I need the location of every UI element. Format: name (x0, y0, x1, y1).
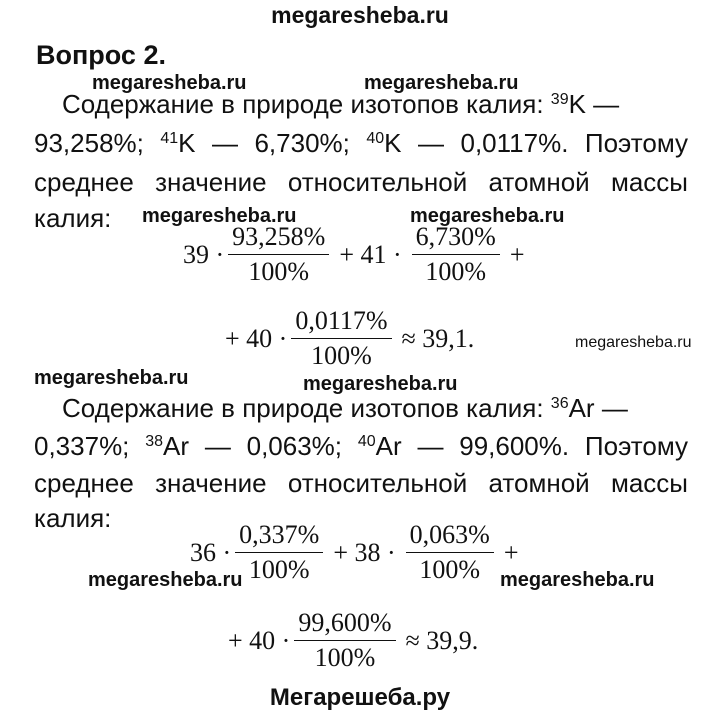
argon-formula-1 (190, 520, 525, 585)
operator: + (509, 239, 525, 269)
watermark: megaresheba.ru (410, 205, 565, 227)
argon-line-1: Содержание в природе изотопов калия: $^{36}$Ar — (62, 393, 628, 423)
potassium-line-3: среднее значение относительной атомной массы (34, 167, 688, 197)
potassium-line-1: Содержание в природе изотопов калия: $^{39}$K — (62, 89, 620, 119)
operator: + 41 · (339, 239, 402, 269)
watermark: megaresheba.ru (142, 205, 297, 227)
denominator: 100% (248, 555, 310, 584)
denominator: 100% (248, 257, 310, 286)
numerator: 6,730% (412, 222, 500, 255)
denominator: 100% (311, 341, 372, 370)
numerator: 93,258% (228, 222, 329, 255)
watermark: megaresheba.ru (88, 569, 243, 591)
numerator: 99,600% (294, 608, 395, 641)
potassium-line-2: 93,258%; $^{41}$K — 6,730%; $^{40}$K — 0,0117%. Поэтому (34, 128, 688, 158)
numerator: 0,0117% (291, 306, 391, 339)
fraction (406, 520, 494, 585)
numerator: 0,063% (406, 520, 494, 553)
coefficient: + 40 · (225, 323, 288, 353)
fraction (235, 520, 323, 585)
denominator: 100% (314, 643, 376, 672)
watermark: megaresheba.ru (303, 373, 458, 395)
fraction (294, 608, 395, 673)
watermark: megaresheba.ru (500, 569, 655, 591)
potassium-formula-2 (225, 306, 480, 371)
operator: + (503, 537, 519, 567)
denominator: 100% (425, 257, 487, 286)
watermark: megaresheba.ru (34, 367, 189, 389)
fraction (291, 306, 391, 371)
fraction (412, 222, 500, 287)
question-title: Вопрос 2. (36, 40, 166, 70)
coefficient: 39 · (183, 239, 225, 269)
potassium-line-4: калия: (34, 203, 112, 233)
coefficient: 36 · (190, 537, 232, 567)
fraction (228, 222, 329, 287)
footer-watermark: Мегарешеба.ру (269, 684, 451, 711)
argon-formula-2 (228, 608, 484, 673)
coefficient: + 40 · (228, 625, 291, 655)
watermark: megaresheba.ru (575, 334, 692, 351)
result: ≈ 39,9. (405, 625, 479, 655)
result: ≈ 39,1. (401, 323, 475, 353)
top-watermark: megaresheba.ru (271, 2, 449, 28)
argon-line-3: среднее значение относительной атомной массы (34, 468, 688, 498)
argon-line-2: 0,337%; $^{38}$Ar — 0,063%; $^{40}$Ar — 99,600%. Поэтому (34, 431, 689, 461)
numerator: 0,337% (235, 520, 323, 553)
argon-line-4: калия: (34, 503, 112, 533)
operator: + 38 · (333, 537, 396, 567)
denominator: 100% (419, 555, 481, 584)
potassium-formula-1 (183, 222, 531, 287)
watermark: megaresheba.ru (364, 72, 519, 94)
watermark: megaresheba.ru (92, 72, 247, 94)
